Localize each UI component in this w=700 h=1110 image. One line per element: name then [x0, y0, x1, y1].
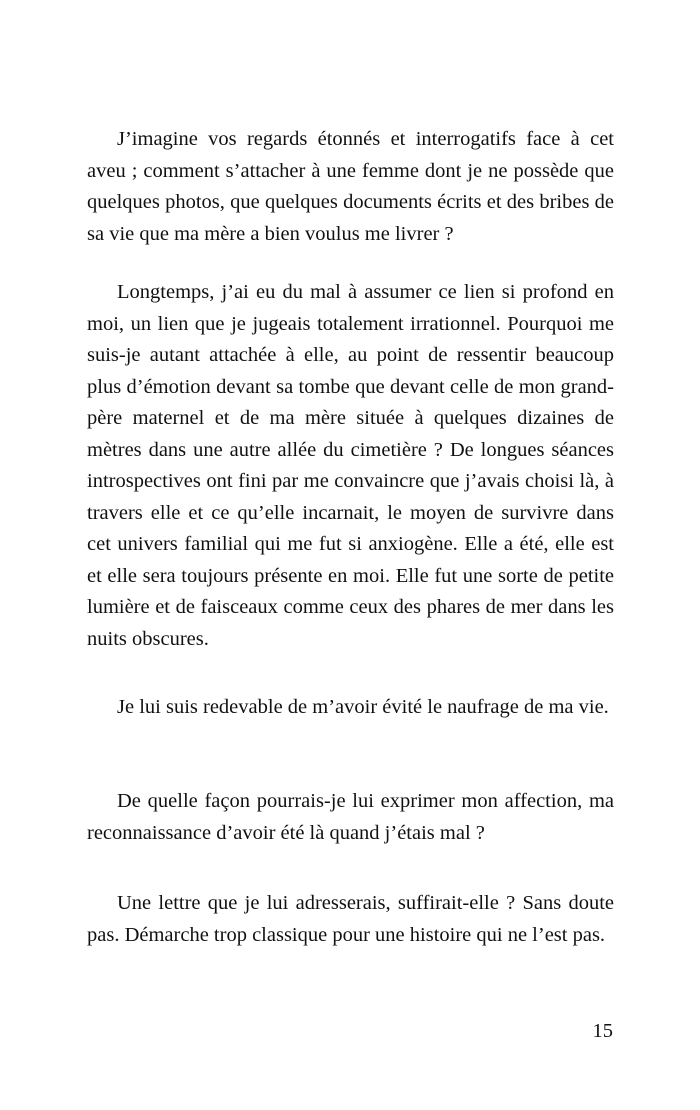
paragraph-1: [87, 124, 614, 250]
paragraph-3: [87, 692, 614, 724]
paragraph-2: [87, 277, 614, 655]
paragraph-text: De quelle façon pourrais-je lui exprimer mon affection, ma reconnaissance d’avoir été là quand j’étais mal ?: [87, 790, 614, 844]
page-number: 15: [592, 1020, 613, 1042]
paragraph-text: Une lettre que je lui adresserais, suffirait-elle ? Sans doute pas. Démarche trop classique pour une histoire qui ne l’est pas.: [87, 892, 614, 946]
paragraph-5: [87, 888, 614, 951]
paragraph-text: J’imagine vos regards étonnés et interrogatifs face à cet aveu ; comment s’attacher à une femme dont je ne possède que quelques photos, que quelques documents écrits et des bribes de sa vie que ma mère a bien voulus me livrer ?: [87, 128, 614, 245]
paragraph-text: Longtemps, j’ai eu du mal à assumer ce lien si profond en moi, un lien que je jugeais totalement irrationnel. Pourquoi me suis-je autant attachée à elle, au point de ressentir beaucoup plus d’émotion devant sa tombe que devant celle de mon grand-père maternel et de ma mère située à quelques dizaines de mètres dans une autre allée du cimetière ? De longues séances introspectives ont fini par me convaincre que j’avais choisi là, à travers elle et ce qu’elle incarnait, le moyen de survivre dans cet univers familial qui me fut si anxiogène. Elle a été, elle est et elle sera toujours présente en moi. Elle fut une sorte de petite lumière et de faisceaux comme ceux des phares de mer dans les nuits obscures.: [87, 281, 614, 650]
paragraph-4: [87, 786, 614, 849]
paragraph-text: Je lui suis redevable de m’avoir évité le naufrage de ma vie.: [117, 696, 609, 718]
